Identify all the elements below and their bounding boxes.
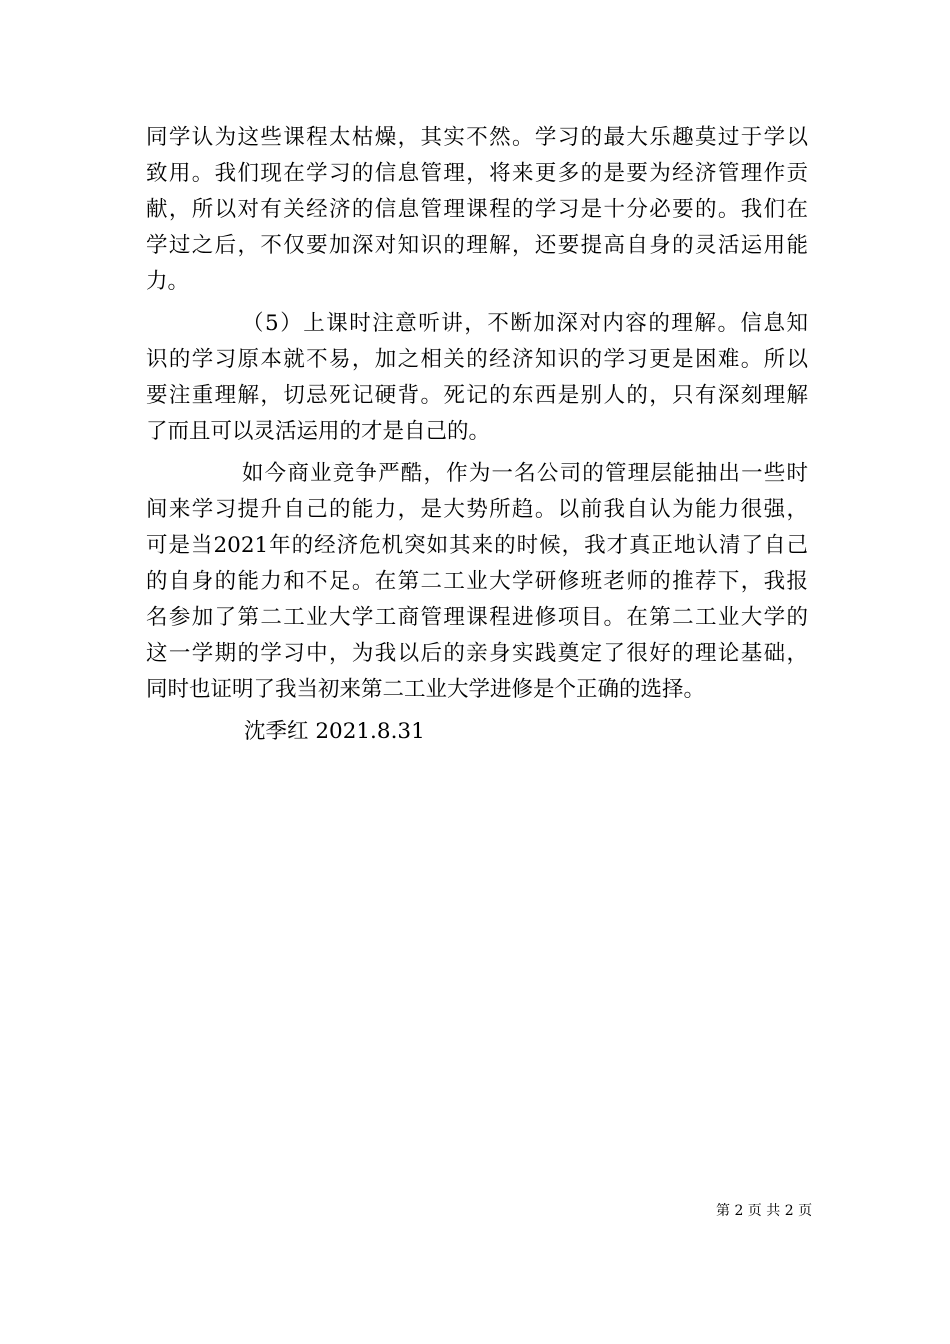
text-line: 献，所以对有关经济的信息管理课程的学习是十分必要的。我们在 bbox=[146, 197, 808, 222]
text-line: 可是当2021年的经济危机突如其来的时候，我才真正地认清了自己 bbox=[146, 533, 808, 558]
text-line: 同时也证明了我当初来第二工业大学进修是个正确的选择。 bbox=[146, 677, 706, 702]
signature-line: 沈季红 2021.8.31 bbox=[244, 719, 425, 744]
text-line: 的自身的能力和不足。在第二工业大学研修班老师的推荐下，我报 bbox=[146, 569, 808, 594]
text-line: （5）上课时注意听讲，不断加深对内容的理解。信息知 bbox=[242, 311, 808, 336]
text-line: 同学认为这些课程太枯燥，其实不然。学习的最大乐趣莫过于学以 bbox=[146, 125, 808, 150]
text-line: 力。 bbox=[146, 269, 190, 294]
text-line: 间来学习提升自己的能力，是大势所趋。以前我自认为能力很强， bbox=[146, 497, 808, 522]
text-line: 识的学习原本就不易，加之相关的经济知识的学习更是困难。所以 bbox=[146, 347, 808, 372]
text-line: 致用。我们现在学习的信息管理，将来更多的是要为经济管理作贡 bbox=[146, 161, 808, 186]
paragraph-2 bbox=[146, 306, 808, 450]
paragraph-1 bbox=[146, 120, 808, 300]
text-line: 如今商业竞争严酷，作为一名公司的管理层能抽出一些时 bbox=[242, 461, 808, 486]
text-line: 要注重理解，切忌死记硬背。死记的东西是别人的，只有深刻理解 bbox=[146, 383, 808, 408]
text-line: 了而且可以灵活运用的才是自己的。 bbox=[146, 419, 491, 444]
text-line: 名参加了第二工业大学工商管理课程进修项目。在第二工业大学的 bbox=[146, 605, 808, 630]
document-body bbox=[146, 120, 808, 708]
page-number: 第 2 页 共 2 页 bbox=[716, 1203, 813, 1219]
text-line: 学过之后，不仅要加深对知识的理解，还要提高自身的灵活运用能 bbox=[146, 233, 808, 258]
text-line: 这一学期的学习中，为我以后的亲身实践奠定了很好的理论基础， bbox=[146, 641, 808, 666]
paragraph-3 bbox=[146, 456, 808, 708]
